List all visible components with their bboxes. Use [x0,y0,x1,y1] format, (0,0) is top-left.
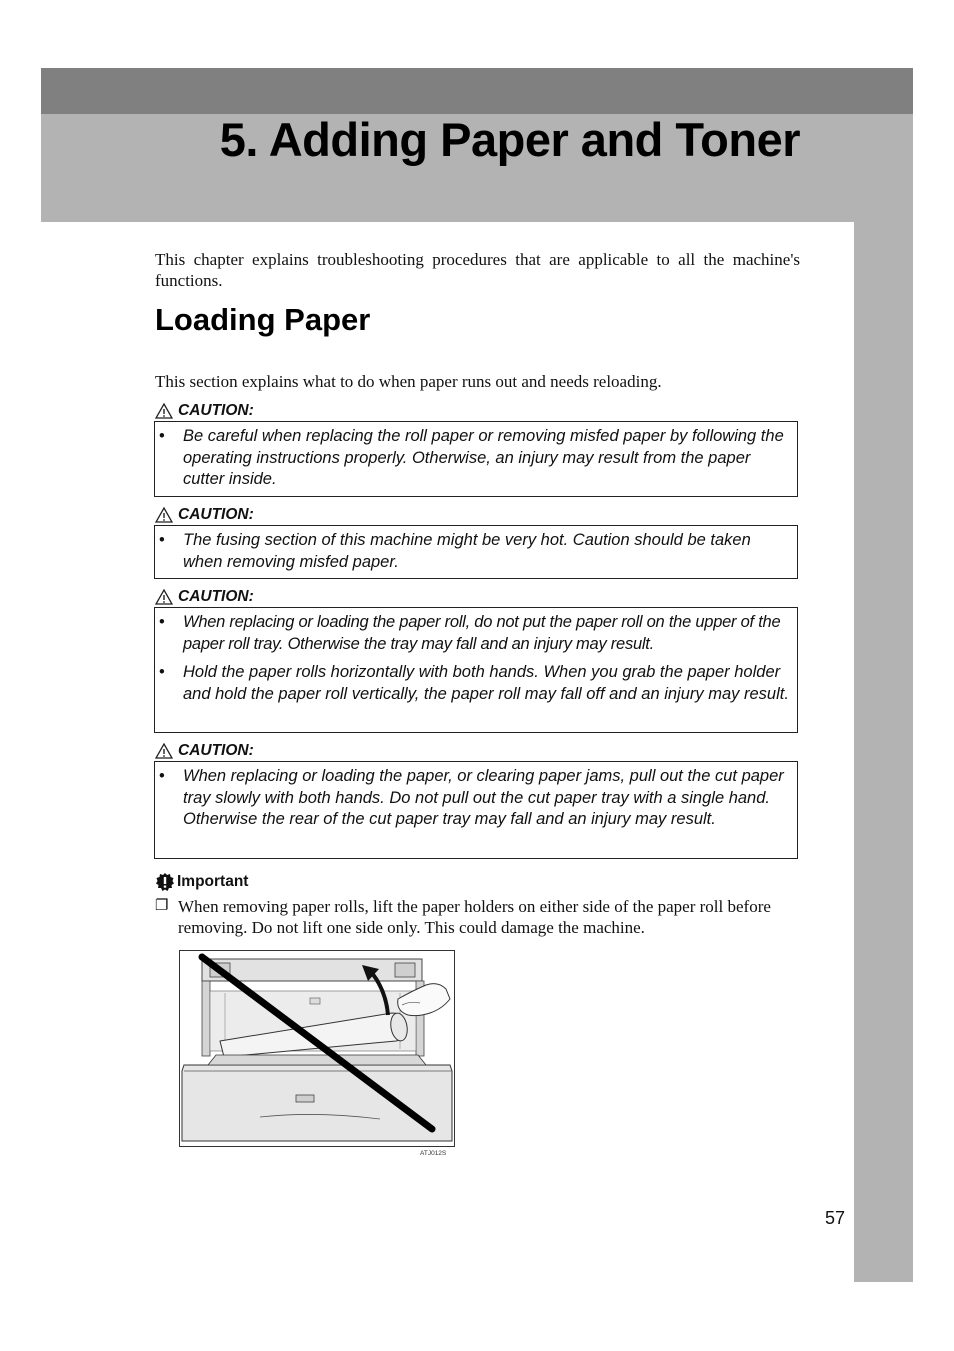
chapter-title: 5. Adding Paper and Toner [219,113,800,166]
figure-code: ATJ012S [420,1150,447,1157]
side-tab-band [854,222,913,1282]
section-title: Loading Paper [155,302,371,337]
paper-roll-illustration [180,951,454,1146]
page-number: 57 [824,1208,845,1228]
chapter-header-band-dark [41,68,913,114]
caution-item: • The fusing section of this machine might be very hot. Caution should be taken when removing misfed paper. [159,530,789,573]
caution-box [154,421,798,497]
warning-triangle-icon [155,507,173,523]
caution-label: CAUTION: [155,588,254,606]
caution-item: • When replacing or loading the paper, or clearing paper jams, pull out the cut paper tray slowly with both hands. Do not pull out the cut paper tray with a single hand. Otherwise the rear of the cut paper tray may fall and an injury may result. [159,766,789,831]
important-label: Important [155,872,248,892]
section-intro: This section explains what to do when paper runs out and needs reloading. [155,372,662,391]
bullet: • [159,613,165,631]
caution-label: CAUTION: [155,402,254,420]
important-badge-icon [155,872,175,892]
chapter-intro: This chapter explains troubleshooting procedures that are applicable to all the machine's functions. [155,250,800,290]
caution-label: CAUTION: [155,506,254,524]
caution-box [154,761,798,859]
bullet: • [159,427,165,445]
checkbox-icon: ❐ [155,898,169,914]
caution-label: CAUTION: [155,742,254,760]
caution-box [154,525,798,579]
caution-box [154,607,798,733]
caution-item: • Be careful when replacing the roll paper or removing misfed paper by following the operating instructions properly. Otherwise, an injury may result from the paper cutter inside. [159,426,789,491]
caution-item: • Hold the paper rolls horizontally with both hands. When you grab the paper holder and hold the paper roll vertically, the paper roll may fall off and an injury may result. [159,662,789,705]
important-item: ❐ When removing paper rolls, lift the paper holders on either side of the paper roll before removing. Do not lift one side only. This could damage the machine. [155,897,771,937]
paper-roll-figure [179,950,455,1147]
warning-triangle-icon [155,403,173,419]
warning-triangle-icon [155,589,173,605]
bullet: • [159,767,165,785]
bullet: • [159,531,165,549]
warning-triangle-icon [155,743,173,759]
caution-item: • When replacing or loading the paper roll, do not put the paper roll on the upper of the paper roll tray. Otherwise the tray may fall and an injury may result. [159,612,789,655]
bullet: • [159,663,165,681]
